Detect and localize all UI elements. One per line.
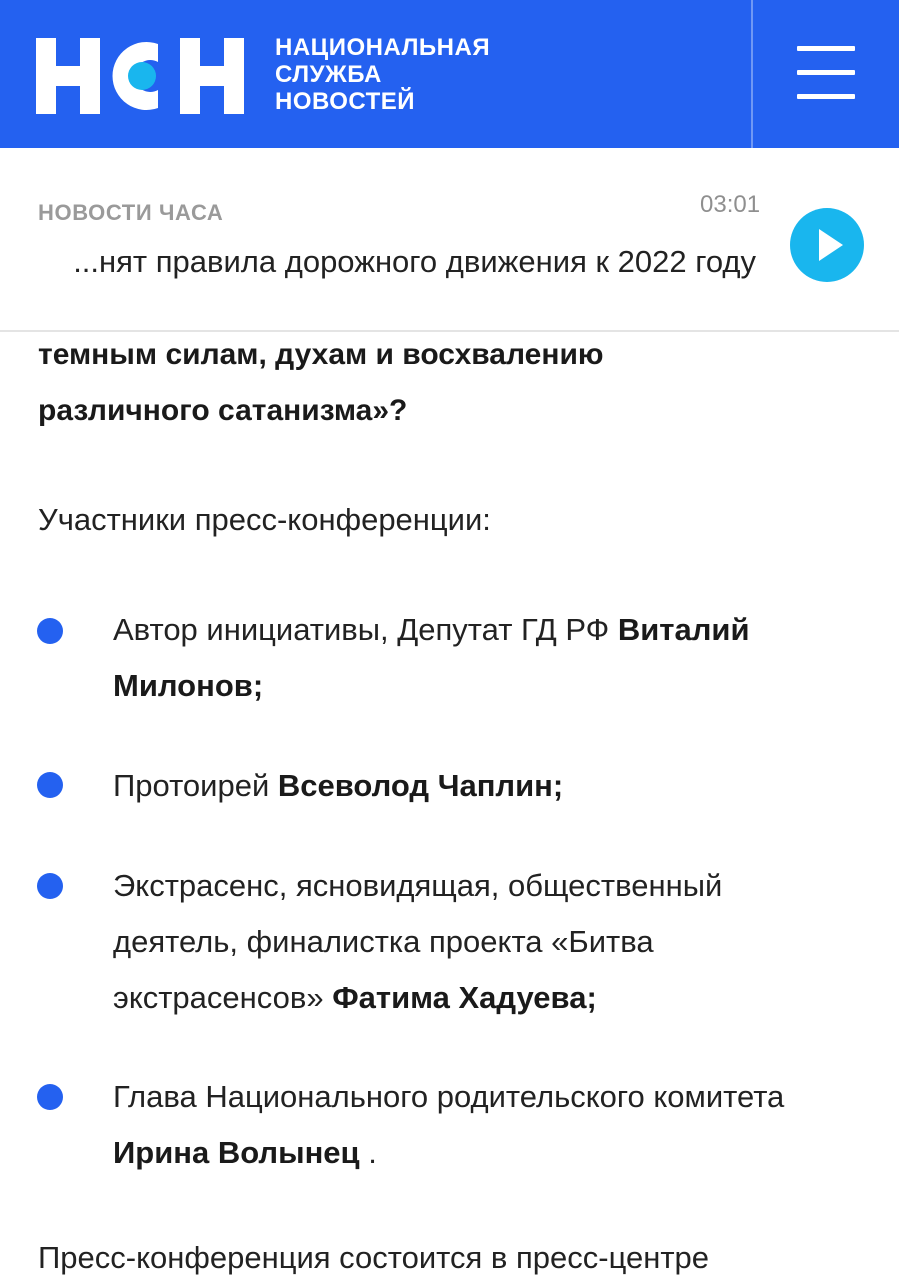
list-bullet bbox=[37, 873, 63, 899]
site-header bbox=[0, 0, 899, 148]
article-heading-line-2: различного сатанизма»? bbox=[38, 394, 408, 427]
news-bar-label: НОВОСТИ ЧАСА bbox=[38, 200, 224, 225]
list-bullet bbox=[37, 1084, 63, 1110]
news-ticker[interactable] bbox=[0, 244, 768, 288]
list-bullet bbox=[37, 618, 63, 644]
article-footer-text: Пресс-конференция состоится в пресс-центре bbox=[38, 1240, 710, 1275]
header-divider bbox=[751, 0, 753, 148]
play-icon bbox=[790, 208, 864, 282]
brand-line-3: НОВОСТЕЙ bbox=[275, 88, 416, 115]
participant-4-line-2: Ирина Волынец . bbox=[113, 1135, 377, 1170]
news-bar-time: 03:01 bbox=[700, 191, 761, 218]
brand-name bbox=[275, 34, 490, 115]
nsn-logo-mark bbox=[36, 38, 244, 114]
participant-4-line-1: Глава Национального родительского комитета bbox=[113, 1079, 785, 1114]
list-bullet bbox=[37, 772, 63, 798]
news-of-the-hour-bar bbox=[0, 148, 899, 332]
participants-intro: Участники пресс-конференции: bbox=[38, 502, 491, 537]
participant-3-line-2: деятель, финалистка проекта «Битва bbox=[113, 924, 654, 959]
participant-3-line-3: экстрасенсов» Фатима Хадуева; bbox=[113, 980, 597, 1015]
participant-1-line-1: Автор инициативы, Депутат ГД РФ Виталий bbox=[113, 612, 750, 647]
article-heading-line-1: темным силам, духам и восхвалению bbox=[38, 338, 604, 371]
hamburger-menu-icon[interactable] bbox=[797, 46, 855, 104]
play-button[interactable] bbox=[790, 208, 864, 282]
participant-3-line-1: Экстрасенс, ясновидящая, общественный bbox=[113, 868, 723, 903]
news-ticker-text[interactable]: ...нят правила дорожного движения к 2022 году bbox=[73, 244, 756, 279]
brand-line-2: СЛУЖБА bbox=[275, 61, 382, 88]
brand-line-1: НАЦИОНАЛЬНАЯ bbox=[275, 34, 491, 61]
participant-1-line-2: Милонов; bbox=[113, 668, 264, 703]
participant-2-line-1: Протоирей Всеволод Чаплин; bbox=[113, 768, 564, 803]
nsn-logo[interactable] bbox=[36, 38, 244, 114]
